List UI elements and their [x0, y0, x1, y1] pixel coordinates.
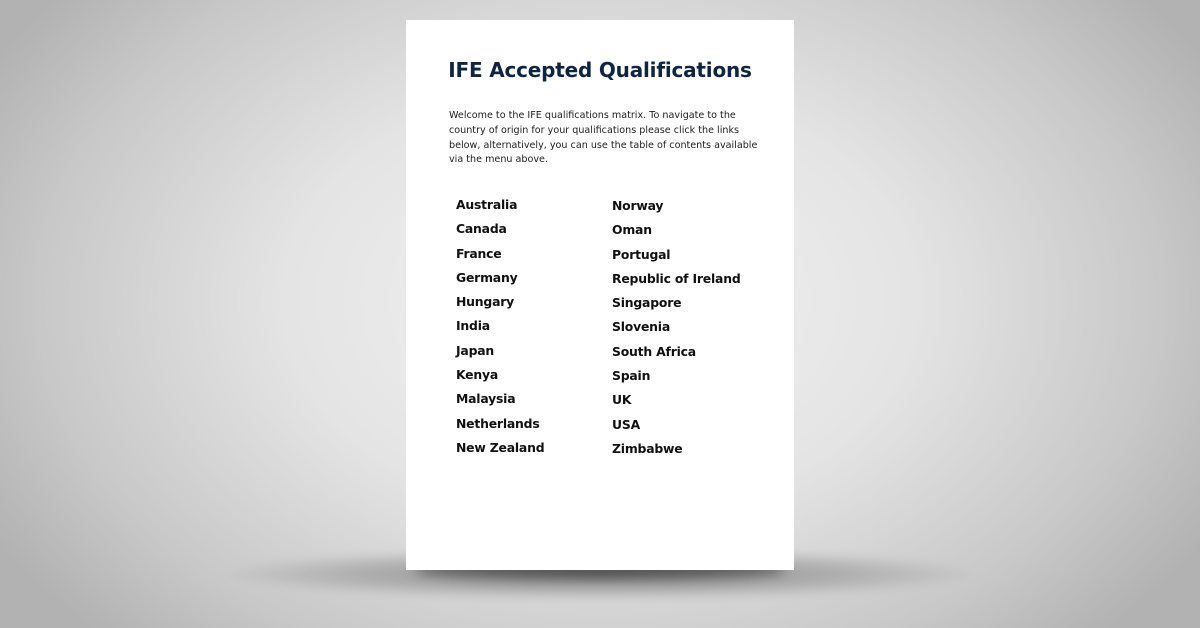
country-link-list: [456, 195, 776, 462]
country-link-kenya[interactable]: Kenya: [456, 367, 499, 383]
page-title: IFE Accepted Qualifications: [448, 58, 752, 82]
country-link-republic-of-ireland[interactable]: Republic of Ireland: [612, 270, 741, 286]
country-link-new-zealand[interactable]: New Zealand: [456, 439, 545, 455]
country-column-right: [612, 195, 772, 462]
country-link-netherlands[interactable]: Netherlands: [456, 415, 540, 431]
country-link-oman[interactable]: Oman: [612, 222, 652, 238]
country-link-australia[interactable]: Australia: [456, 197, 518, 212]
country-link-slovenia[interactable]: Slovenia: [612, 319, 670, 335]
country-link-zimbabwe[interactable]: Zimbabwe: [612, 440, 683, 456]
intro-paragraph: Welcome to the IFE qualifications matrix. To navigate to the country of origin for your qualifications please click the links below, alternatively, you can use the table of contents available via the menu above.: [449, 110, 758, 166]
country-link-india[interactable]: India: [456, 318, 490, 334]
country-link-portugal[interactable]: Portugal: [612, 246, 671, 262]
document-page: [406, 20, 794, 570]
country-link-hungary[interactable]: Hungary: [456, 294, 515, 310]
country-link-malaysia[interactable]: Malaysia: [456, 391, 516, 407]
country-link-spain[interactable]: Spain: [612, 368, 651, 384]
country-link-japan[interactable]: Japan: [456, 342, 495, 358]
country-link-usa[interactable]: USA: [612, 416, 640, 432]
country-link-uk[interactable]: UK: [612, 392, 632, 408]
country-link-south-africa[interactable]: South Africa: [612, 343, 696, 359]
country-link-singapore[interactable]: Singapore: [612, 295, 682, 311]
country-column-left: [456, 195, 612, 462]
country-link-germany[interactable]: Germany: [456, 269, 518, 285]
country-link-canada[interactable]: Canada: [456, 221, 507, 237]
country-link-norway[interactable]: Norway: [612, 198, 664, 213]
country-link-france[interactable]: France: [456, 245, 502, 261]
